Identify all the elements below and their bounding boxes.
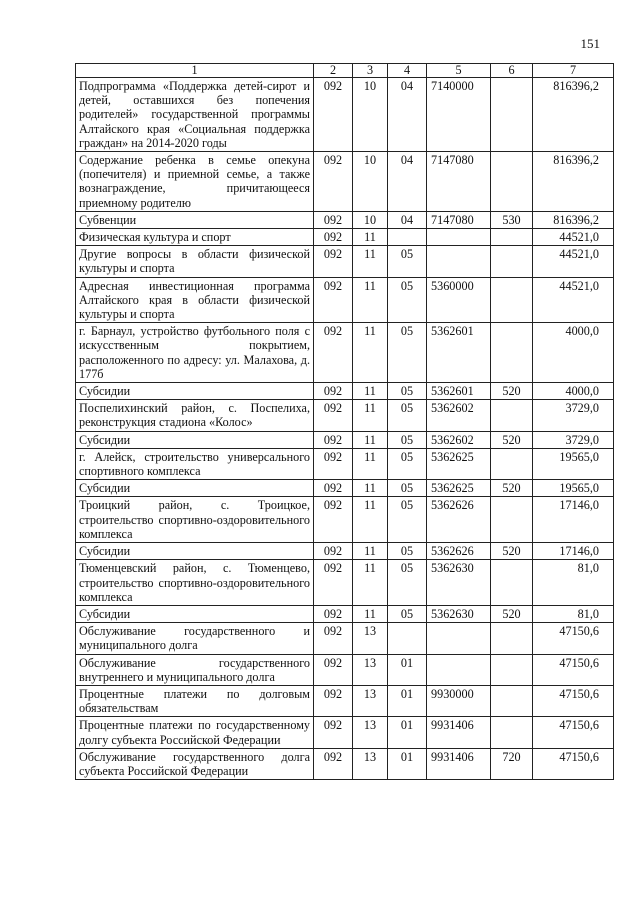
expense-type-cell <box>491 246 533 277</box>
ministry-code-cell: 092 <box>314 748 353 779</box>
ministry-code-cell: 092 <box>314 448 353 479</box>
subsection-code-cell: 05 <box>388 497 427 543</box>
target-code-cell: 5362625 <box>427 480 491 497</box>
column-header: 5 <box>427 64 491 78</box>
row-name-cell: Поспелихинский район, с. Поспелиха, реконструкция стадиона «Колос» <box>76 400 314 431</box>
expense-type-cell <box>491 229 533 246</box>
ministry-code-cell: 092 <box>314 246 353 277</box>
column-header: 6 <box>491 64 533 78</box>
ministry-code-cell: 092 <box>314 560 353 606</box>
expense-type-cell: 720 <box>491 748 533 779</box>
column-header: 4 <box>388 64 427 78</box>
row-name-cell: Субсидии <box>76 480 314 497</box>
table-row <box>76 748 614 779</box>
amount-cell: 47150,6 <box>533 685 614 716</box>
ministry-code-cell: 092 <box>314 685 353 716</box>
expense-type-cell <box>491 78 533 152</box>
target-code-cell: 5362630 <box>427 560 491 606</box>
amount-cell: 19565,0 <box>533 480 614 497</box>
amount-cell: 4000,0 <box>533 383 614 400</box>
subsection-code-cell <box>388 229 427 246</box>
amount-cell: 44521,0 <box>533 229 614 246</box>
target-code-cell: 5362625 <box>427 448 491 479</box>
expense-type-cell <box>491 152 533 212</box>
subsection-code-cell: 01 <box>388 717 427 748</box>
amount-cell: 81,0 <box>533 605 614 622</box>
table-row <box>76 605 614 622</box>
page-number: 151 <box>580 36 600 51</box>
expense-type-cell <box>491 400 533 431</box>
amount-cell: 44521,0 <box>533 246 614 277</box>
table-row <box>76 560 614 606</box>
section-code-cell: 11 <box>353 246 388 277</box>
row-name-cell: Другие вопросы в области физической культуры и спорта <box>76 246 314 277</box>
target-code-cell <box>427 229 491 246</box>
row-name-cell: Субсидии <box>76 605 314 622</box>
expense-type-cell: 520 <box>491 431 533 448</box>
expense-type-cell: 520 <box>491 605 533 622</box>
expense-type-cell <box>491 560 533 606</box>
row-name-cell: г. Барнаул, устройство футбольного поля с искусственным покрытием, расположенного по адресу: ул. Малахова, д. 177б <box>76 323 314 383</box>
row-name-cell: Субсидии <box>76 383 314 400</box>
section-code-cell: 11 <box>353 560 388 606</box>
target-code-cell <box>427 246 491 277</box>
target-code-cell: 9931406 <box>427 717 491 748</box>
target-code-cell: 5362630 <box>427 605 491 622</box>
section-code-cell: 11 <box>353 400 388 431</box>
amount-cell: 19565,0 <box>533 448 614 479</box>
target-code-cell: 9931406 <box>427 748 491 779</box>
amount-cell: 816396,2 <box>533 78 614 152</box>
target-code-cell <box>427 623 491 654</box>
row-name-cell: Физическая культура и спорт <box>76 229 314 246</box>
amount-cell: 81,0 <box>533 560 614 606</box>
row-name-cell: Подпрограмма «Поддержка детей-сирот и детей, оставшихся без попечения родителей» государственной программы Алтайского края «Социальная поддержка граждан» на 2014-2020 годы <box>76 78 314 152</box>
row-name-cell: Субсидии <box>76 543 314 560</box>
expense-type-cell: 520 <box>491 543 533 560</box>
amount-cell: 44521,0 <box>533 277 614 323</box>
section-code-cell: 11 <box>353 497 388 543</box>
ministry-code-cell: 092 <box>314 78 353 152</box>
ministry-code-cell: 092 <box>314 323 353 383</box>
expense-type-cell <box>491 717 533 748</box>
table-row <box>76 78 614 152</box>
subsection-code-cell: 05 <box>388 277 427 323</box>
amount-cell: 816396,2 <box>533 211 614 228</box>
expense-type-cell: 520 <box>491 383 533 400</box>
subsection-code-cell: 04 <box>388 152 427 212</box>
subsection-code-cell: 05 <box>388 605 427 622</box>
target-code-cell: 5362602 <box>427 431 491 448</box>
section-code-cell: 11 <box>353 431 388 448</box>
expense-type-cell <box>491 685 533 716</box>
table-row <box>76 323 614 383</box>
expense-type-cell <box>491 323 533 383</box>
amount-cell: 4000,0 <box>533 323 614 383</box>
column-header: 7 <box>533 64 614 78</box>
section-code-cell: 11 <box>353 323 388 383</box>
amount-cell: 816396,2 <box>533 152 614 212</box>
table-row <box>76 400 614 431</box>
amount-cell: 3729,0 <box>533 400 614 431</box>
table-row <box>76 431 614 448</box>
ministry-code-cell: 092 <box>314 400 353 431</box>
table-row <box>76 277 614 323</box>
subsection-code-cell: 05 <box>388 480 427 497</box>
section-code-cell: 11 <box>353 383 388 400</box>
row-name-cell: Обслуживание государственного и муниципального долга <box>76 623 314 654</box>
subsection-code-cell: 05 <box>388 383 427 400</box>
table-row <box>76 448 614 479</box>
subsection-code-cell: 04 <box>388 211 427 228</box>
subsection-code-cell: 01 <box>388 748 427 779</box>
amount-cell: 47150,6 <box>533 654 614 685</box>
table-row <box>76 654 614 685</box>
ministry-code-cell: 092 <box>314 543 353 560</box>
row-name-cell: Тюменцевский район, с. Тюменцево, строительство спортивно-оздоровительного комплекса <box>76 560 314 606</box>
row-name-cell: Субвенции <box>76 211 314 228</box>
subsection-code-cell: 05 <box>388 448 427 479</box>
section-code-cell: 13 <box>353 717 388 748</box>
table-row <box>76 623 614 654</box>
ministry-code-cell: 092 <box>314 277 353 323</box>
budget-table <box>75 63 614 780</box>
section-code-cell: 10 <box>353 152 388 212</box>
ministry-code-cell: 092 <box>314 211 353 228</box>
amount-cell: 3729,0 <box>533 431 614 448</box>
section-code-cell: 11 <box>353 448 388 479</box>
row-name-cell: Обслуживание государственного внутреннего и муниципального долга <box>76 654 314 685</box>
subsection-code-cell <box>388 623 427 654</box>
row-name-cell: Адресная инвестиционная программа Алтайского края в области физической культуры и спорта <box>76 277 314 323</box>
ministry-code-cell: 092 <box>314 717 353 748</box>
row-name-cell: г. Алейск, строительство универсального спортивного комплекса <box>76 448 314 479</box>
table-row <box>76 717 614 748</box>
section-code-cell: 10 <box>353 78 388 152</box>
section-code-cell: 11 <box>353 480 388 497</box>
table-row <box>76 543 614 560</box>
target-code-cell: 5362602 <box>427 400 491 431</box>
expense-type-cell <box>491 448 533 479</box>
ministry-code-cell: 092 <box>314 229 353 246</box>
target-code-cell <box>427 654 491 685</box>
amount-cell: 17146,0 <box>533 497 614 543</box>
table-header-row <box>76 64 614 78</box>
amount-cell: 17146,0 <box>533 543 614 560</box>
section-code-cell: 13 <box>353 685 388 716</box>
expense-type-cell: 530 <box>491 211 533 228</box>
target-code-cell: 5360000 <box>427 277 491 323</box>
target-code-cell: 7140000 <box>427 78 491 152</box>
subsection-code-cell: 05 <box>388 560 427 606</box>
ministry-code-cell: 092 <box>314 497 353 543</box>
column-header: 3 <box>353 64 388 78</box>
row-name-cell: Процентные платежи по государственному долгу субъекта Российской Федерации <box>76 717 314 748</box>
table-row <box>76 685 614 716</box>
ministry-code-cell: 092 <box>314 654 353 685</box>
target-code-cell: 7147080 <box>427 152 491 212</box>
table-row <box>76 246 614 277</box>
target-code-cell: 5362601 <box>427 323 491 383</box>
subsection-code-cell: 05 <box>388 400 427 431</box>
subsection-code-cell: 04 <box>388 78 427 152</box>
ministry-code-cell: 092 <box>314 623 353 654</box>
amount-cell: 47150,6 <box>533 623 614 654</box>
section-code-cell: 13 <box>353 654 388 685</box>
column-header: 1 <box>76 64 314 78</box>
target-code-cell: 5362601 <box>427 383 491 400</box>
section-code-cell: 13 <box>353 748 388 779</box>
section-code-cell: 11 <box>353 605 388 622</box>
subsection-code-cell: 05 <box>388 323 427 383</box>
table-row <box>76 383 614 400</box>
table-row <box>76 229 614 246</box>
amount-cell: 47150,6 <box>533 717 614 748</box>
subsection-code-cell: 05 <box>388 543 427 560</box>
target-code-cell: 5362626 <box>427 543 491 560</box>
ministry-code-cell: 092 <box>314 152 353 212</box>
expense-type-cell <box>491 277 533 323</box>
expense-type-cell <box>491 654 533 685</box>
row-name-cell: Содержание ребенка в семье опекуна (попечителя) и приемной семье, а также вознаграждение, причитающееся приемному родителю <box>76 152 314 212</box>
expense-type-cell <box>491 497 533 543</box>
section-code-cell: 10 <box>353 211 388 228</box>
row-name-cell: Процентные платежи по долговым обязательствам <box>76 685 314 716</box>
target-code-cell: 7147080 <box>427 211 491 228</box>
section-code-cell: 11 <box>353 277 388 323</box>
ministry-code-cell: 092 <box>314 605 353 622</box>
row-name-cell: Троицкий район, с. Троицкое, строительство спортивно-оздоровительного комплекса <box>76 497 314 543</box>
section-code-cell: 13 <box>353 623 388 654</box>
row-name-cell: Субсидии <box>76 431 314 448</box>
ministry-code-cell: 092 <box>314 383 353 400</box>
amount-cell: 47150,6 <box>533 748 614 779</box>
subsection-code-cell: 01 <box>388 654 427 685</box>
section-code-cell: 11 <box>353 543 388 560</box>
row-name-cell: Обслуживание государственного долга субъекта Российской Федерации <box>76 748 314 779</box>
column-header: 2 <box>314 64 353 78</box>
table-row <box>76 211 614 228</box>
expense-type-cell <box>491 623 533 654</box>
ministry-code-cell: 092 <box>314 431 353 448</box>
subsection-code-cell: 05 <box>388 431 427 448</box>
table-row <box>76 497 614 543</box>
table-row <box>76 152 614 212</box>
table-row <box>76 480 614 497</box>
target-code-cell: 9930000 <box>427 685 491 716</box>
ministry-code-cell: 092 <box>314 480 353 497</box>
expense-type-cell: 520 <box>491 480 533 497</box>
subsection-code-cell: 01 <box>388 685 427 716</box>
subsection-code-cell: 05 <box>388 246 427 277</box>
target-code-cell: 5362626 <box>427 497 491 543</box>
section-code-cell: 11 <box>353 229 388 246</box>
